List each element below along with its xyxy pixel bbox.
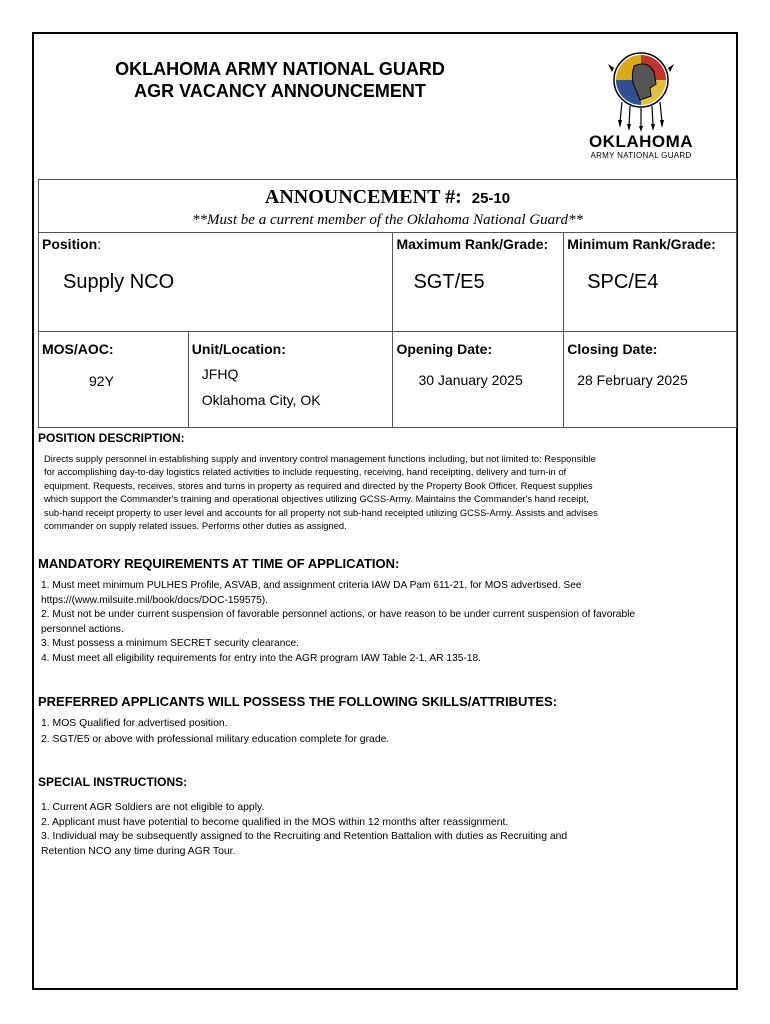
- closing-date-value: 28 February 2025: [577, 372, 688, 388]
- oklahoma-guard-logo: [576, 46, 706, 162]
- description-line: commander on supply related issues. Performs other duties as assigned.: [44, 520, 347, 532]
- announcement-number: 25-10: [471, 190, 511, 207]
- shield-emblem-icon: [604, 46, 678, 132]
- max-rank-label: Maximum Rank/Grade:: [396, 236, 549, 252]
- list-item: 1. MOS Qualified for advertised position.: [41, 718, 228, 729]
- title-line-1: OKLAHOMA ARMY NATIONAL GUARD: [115, 59, 445, 79]
- list-item: personnel actions.: [41, 623, 124, 635]
- description-line: equipment. Requests, receives, stores and turns in property as required and directed by the Property Book Officer. Request supplies: [44, 479, 593, 491]
- unit-label: Unit/Location:: [191, 341, 286, 357]
- position-value: Supply NCO: [63, 271, 175, 293]
- opening-date-value: 30 January 2025: [418, 372, 523, 388]
- unit-line-2: Oklahoma City, OK: [201, 392, 321, 408]
- description-line: which support the Commander's training and operational objectives utilizing GCSS-Army. Maintains the Commander's hand receipt,: [44, 493, 589, 505]
- min-rank-label: Minimum Rank/Grade:: [567, 236, 716, 252]
- page-title: [60, 58, 500, 102]
- list-item: 2. Applicant must have potential to become qualified in the MOS within 12 months after reassignment.: [41, 816, 509, 828]
- position-description-section: [38, 430, 728, 532]
- title-line-2: AGR VACANCY ANNOUNCEMENT: [134, 81, 426, 101]
- mos-label: MOS/AOC:: [42, 341, 114, 357]
- opening-date-cell: [393, 332, 564, 428]
- preferred-attributes-list: [41, 716, 728, 747]
- list-item: Retention NCO any time during AGR Tour.: [41, 845, 236, 857]
- list-item: 4. Must meet all eligibility requirements for entry into the AGR program IAW Table 2-1, AR 135-18.: [41, 652, 481, 664]
- position-cell: [39, 233, 393, 332]
- list-item: https://(www.milsuite.mil/book/docs/DOC-159575).: [41, 594, 269, 606]
- unit-cell: [188, 332, 393, 428]
- announcement-label: ANNOUNCEMENT #:: [264, 186, 462, 208]
- list-item: 3. Individual may be subsequently assigned to the Recruiting and Retention Battalion with duties as Recruiting and: [41, 831, 568, 843]
- mandatory-requirements-section: [38, 556, 728, 667]
- mandatory-requirements-heading: MANDATORY REQUIREMENTS AT TIME OF APPLICATION:: [38, 556, 400, 571]
- mos-cell: [39, 332, 189, 428]
- min-rank-cell: [564, 233, 737, 332]
- list-item: 1. Current AGR Soldiers are not eligible to apply.: [41, 802, 265, 813]
- min-rank-value: SPC/E4: [587, 271, 659, 293]
- special-instructions-list: [41, 801, 728, 859]
- position-label: Position: [42, 236, 98, 252]
- closing-date-cell: [564, 332, 737, 428]
- logo-subtitle: ARMY NATIONAL GUARD: [590, 151, 692, 160]
- description-line: Directs supply personnel in establishing supply and inventory control management functions including, but not limited to: Responsible: [44, 453, 596, 464]
- description-line: for accomplishing day-to-day logistics related activities to include requesting, receiving, hand receipting, delivery and turn-in of: [44, 466, 567, 478]
- announcement-table: [38, 179, 737, 428]
- closing-date-label: Closing Date:: [567, 341, 658, 357]
- announcement-header-cell: [39, 180, 737, 233]
- max-rank-cell: [393, 233, 564, 332]
- mos-value: 92Y: [89, 373, 114, 389]
- position-label-colon: :: [97, 236, 102, 252]
- preferred-attributes-section: [38, 694, 728, 747]
- special-instructions-section: [38, 774, 728, 859]
- list-item: 2. SGT/E5 or above with professional military education complete for grade.: [41, 733, 390, 745]
- max-rank-value: SGT/E5: [413, 271, 485, 293]
- opening-date-label: Opening Date:: [396, 341, 493, 357]
- special-instructions-heading: SPECIAL INSTRUCTIONS:: [38, 775, 188, 789]
- list-item: 1. Must meet minimum PULHES Profile, ASVAB, and assignment criteria IAW DA Pam 611-21, for MOS advertised. See: [41, 580, 582, 591]
- list-item: 3. Must possess a minimum SECRET security clearance.: [41, 638, 299, 650]
- mandatory-requirements-list: [41, 579, 728, 667]
- list-item: 2. Must not be under current suspension of favorable personnel actions, or have reason to be under current suspension of favorable: [41, 609, 636, 621]
- preferred-attributes-heading: PREFERRED APPLICANTS WILL POSSESS THE FOLLOWING SKILLS/ATTRIBUTES:: [38, 694, 558, 709]
- position-description-text: [44, 452, 728, 532]
- description-line: sub-hand receipt property to user level and accounts for all property not sub-hand receipted utilizing GCSS-Army. Assists and advises: [44, 506, 598, 518]
- membership-note: **Must be a current member of the Oklahoma National Guard**: [192, 212, 583, 228]
- logo-wordmark: OKLAHOMA: [588, 132, 694, 151]
- unit-line-1: JFHQ: [201, 366, 239, 382]
- position-description-heading: POSITION DESCRIPTION:: [38, 431, 185, 445]
